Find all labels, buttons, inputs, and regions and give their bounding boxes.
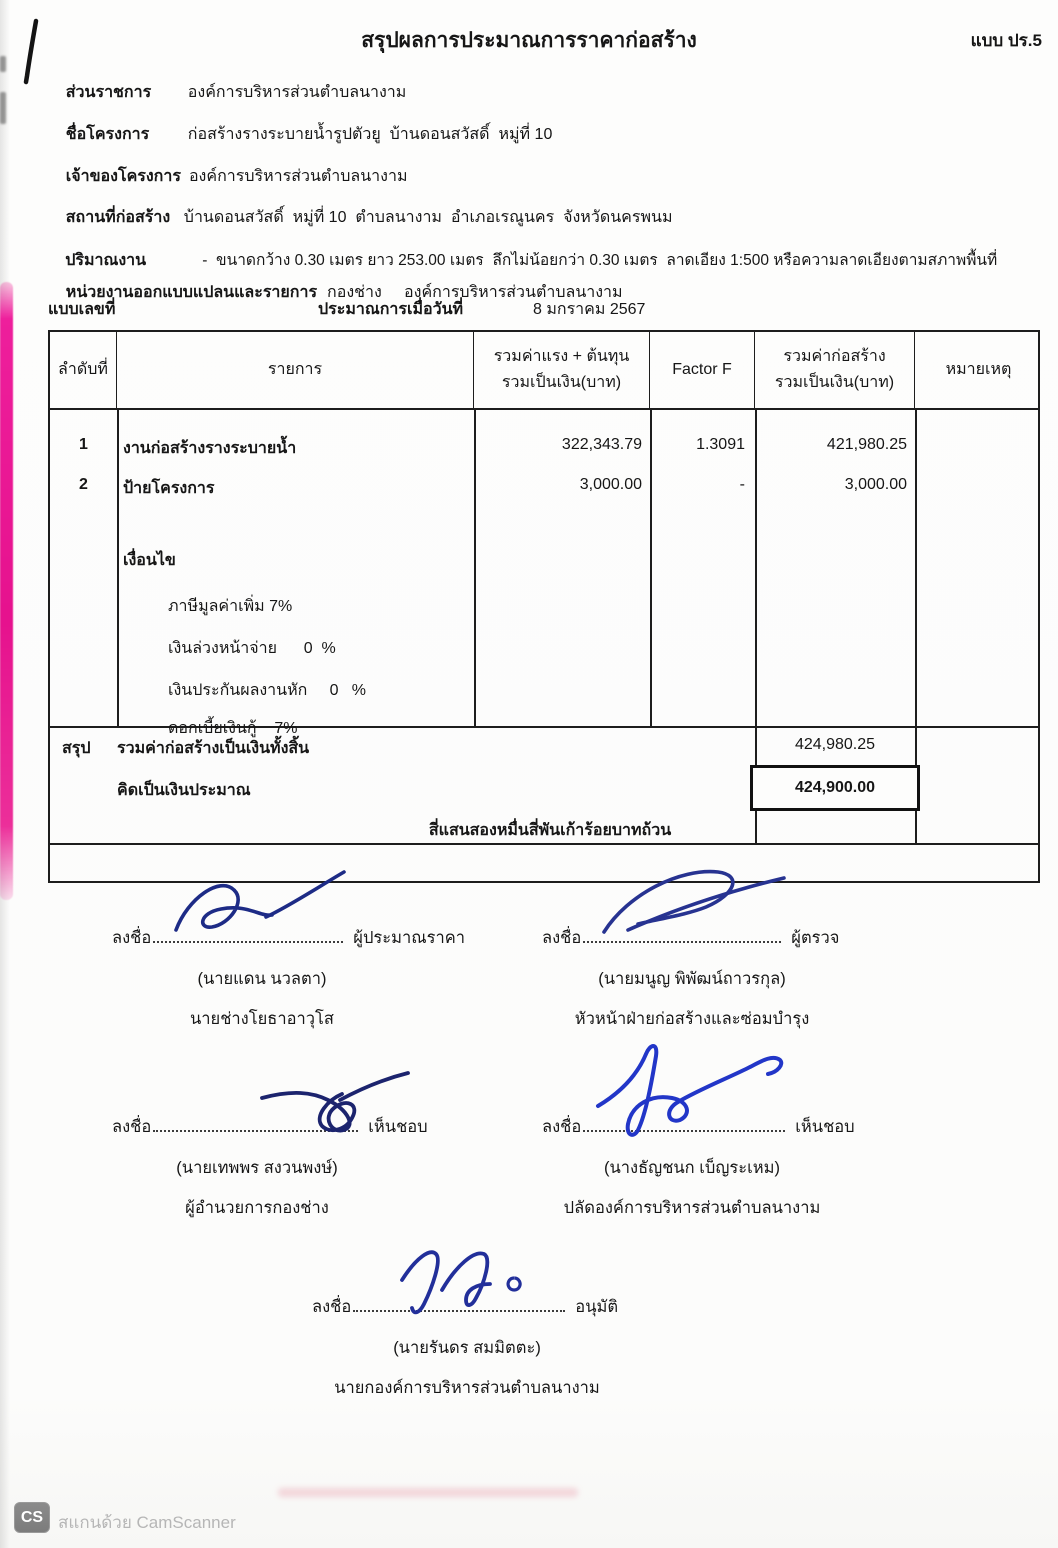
row-item: งานก่อสร้างรางระบายน้ำ [123,440,297,457]
summary-estimate-value-box [750,765,920,811]
scan-smudge [0,56,6,72]
signer-name: (นายมนูญ พิพัฒน์ถาวรกุล) [598,970,786,988]
row-cost: 3,000.00 [579,476,642,493]
form-code: แบบ ปร.5 [970,31,1042,50]
signer-title: หัวหน้าฝ่ายก่อสร้างและซ่อมบำรุง [574,1010,810,1028]
table-header-row [50,332,1038,410]
highlighter-streak [0,282,13,900]
header-no: ลำดับที่ [50,332,117,408]
estimate-date-value: 8 มกราคม 2567 [533,301,646,318]
field-value: องค์การบริหารส่วนตำบลนางาม [187,84,407,101]
camscanner-watermark: สแกนด้วย CamScanner [58,1513,236,1532]
conditions-title: เงื่อนไข [123,552,176,569]
sign-label: ลงชื่อ [542,929,582,947]
handwritten-signature [588,1036,793,1148]
scan-smudge [0,92,6,124]
field-label: ปริมาณงาน [65,252,147,269]
header-total-line2: รวมเป็นเงิน(บาท) [774,374,895,391]
handwritten-signature [168,866,353,948]
sign-label: ลงชื่อ [312,1298,352,1316]
table-summary [50,728,1038,845]
signer-name: (นายรันดร สมมิตตะ) [393,1339,541,1357]
signer-name: (นายแดน นวลตา) [197,970,327,988]
signer-role: ผู้ประมาณราคา [353,929,466,947]
signer-role: อนุมัติ [575,1298,619,1316]
field-label: เจ้าของโครงการ [65,168,181,185]
signer-role: เห็นชอบ [368,1118,428,1136]
sign-label: ลงชื่อ [542,1118,582,1136]
row-item: ป้ายโครงการ [123,480,215,497]
handwritten-signature [598,866,793,938]
summary-label: สรุป [62,740,91,757]
signer-name: (นายเทพพร สงวนพงษ์) [176,1159,338,1177]
signer-title: นายกองค์การบริหารส่วนตำบลนางาม [334,1379,600,1397]
field-value: บ้านดอนสวัสดิ์ หมู่ที่ 10 ตำบลนางาม อำเภอเรณูนคร จังหวัดนครพนม [183,209,673,226]
field-label: ส่วนราชการ [65,84,152,101]
signer-title: ผู้อำนวยการกองช่าง [185,1199,329,1217]
condition-line: ดอกเบี้ยเงินกู้ 7% [168,720,298,737]
field-value: ก่อสร้างรางระบายน้ำรูปตัวยู บ้านดอนสวัสดิ์ หมู่ที่ 10 [187,126,553,143]
condition-line: เงินล่วงหน้าจ่าย 0 % [168,640,336,657]
row-no: 2 [79,476,88,493]
field-value: - ขนาดกว้าง 0.30 เมตร ยาว 253.00 เมตร ลึกไม่น้อยกว่า 0.30 เมตร ลาดเอียง 1:500 หรือความลาดเอียงตามสภาพพื้นที่ [202,252,998,269]
sign-label: ลงชื่อ [112,1118,152,1136]
sign-label: ลงชื่อ [112,929,152,947]
header-factor: Factor F [650,332,755,408]
condition-line: ภาษีมูลค่าเพิ่ม 7% [168,598,293,615]
header-cost-line2: รวมเป็นเงิน(บาท) [501,374,622,391]
cost-summary-table [48,330,1040,883]
handwritten-signature [252,1070,417,1142]
amount-in-words: สี่แสนสองหมื่นสี่พันเก้าร้อยบาทถ้วน [428,822,672,839]
field-label: หน่วยงานออกแบบแปลนและรายการ [65,284,318,301]
header-cost [474,332,650,408]
header-note: หมายเหตุ [945,360,1012,378]
summary-estimate-value: 424,900.00 [794,779,876,796]
field-label: สถานที่ก่อสร้าง [65,209,171,226]
row-no: 1 [79,436,88,453]
row-total: 3,000.00 [844,476,907,493]
doc-no-label: แบบเลขที่ [48,301,116,318]
summary-estimate-label: คิดเป็นเงินประมาณ [117,782,251,799]
signer-title: ปลัดองค์การบริหารส่วนตำบลนางาม [563,1199,821,1217]
condition-line: เงินประกันผลงานหัก 0 % [168,682,367,699]
row-factor: - [739,476,745,493]
row-total: 421,980.25 [826,436,907,453]
field-label: ชื่อโครงการ [65,126,150,143]
estimate-date-label: ประมาณการเมื่อวันที่ [318,301,464,318]
row-factor: 1.3091 [696,436,745,453]
header-cost-line1: รวมค่าแรง + ต้นทุน [493,347,630,365]
row-cost: 322,343.79 [561,436,642,453]
scan-smudge [278,1488,578,1497]
signer-title: นายช่างโยธาอาวุโส [190,1010,334,1028]
signer-name: (นางธัญชนก เบ็ญระเหม) [603,1159,781,1177]
handwritten-signature [372,1238,547,1326]
camscanner-logo: CS [14,1502,50,1533]
field-value: องค์การบริหารส่วนตำบลนางาม [188,168,408,185]
header-total-line1: รวมค่าก่อสร้าง [783,347,886,365]
signer-role: เห็นชอบ [795,1118,855,1136]
signature-block-inspector [542,925,982,1032]
summary-total-label: รวมค่าก่อสร้างเป็นเงินทั้งสิ้น [117,740,310,757]
page-title: สรุปผลการประมาณการราคาก่อสร้าง [361,29,697,52]
table-body [50,410,1038,737]
header-item: รายการ [117,332,474,408]
field-value: กองช่าง องค์การบริหารส่วนตำบลนางาม [327,284,623,301]
summary-total-value: 424,980.25 [794,736,876,753]
header-total [755,332,915,408]
signer-role: ผู้ตรวจ [791,929,840,947]
